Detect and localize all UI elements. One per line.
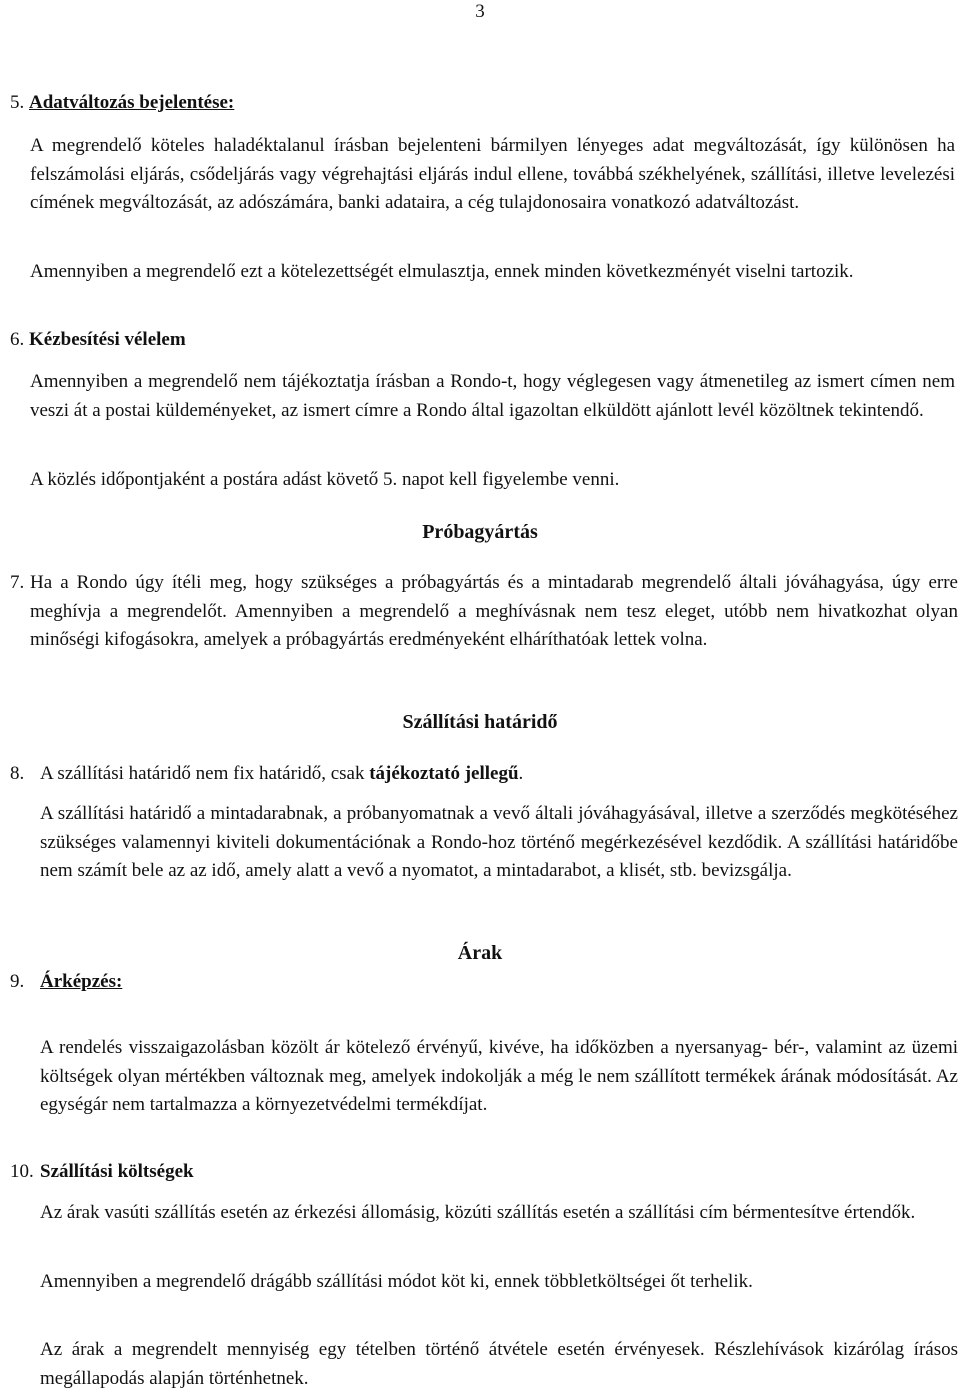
section-number: 5. — [10, 92, 25, 113]
section-8-lead-bold: tájékoztató jellegű — [369, 763, 519, 784]
section-7-text: Ha a Rondo úgy ítéli meg, hogy szükséges a próbagyártás és a mintadarab megrendelő általi jóváhagyása, úgy erre meghívja a megrendelőt. Amennyiben a megrendelő a meghívásnak nem tesz eleget, utóbb nem hivatkozhat olyan minőségi kifogásokra, amelyek a próbagyártás eredményeként elháríthatóak lettek volna. — [30, 572, 958, 651]
section-9-paragraph-1: A rendelés visszaigazolásban közölt ár kötelező érvényű, kivéve, ha időközben a nyersanyag- bér-, valamint az üzemi költségek olyan mértékben változnak meg, amelyek indokolják a még le nem szállított termékek árának módosítását. Az egységár nem tartalmazza a környezetvédelmi termékdíjat. — [40, 1037, 958, 1116]
heading-probagyartas: Próbagyártás — [422, 521, 538, 543]
section-6-paragraph-2: A közlés időpontjaként a postára adást követő 5. napot kell figyelembe venni. — [30, 469, 620, 490]
section-number: 9. — [10, 971, 25, 992]
section-number: 7. — [10, 572, 25, 593]
section-5-paragraph-1: A megrendelő köteles haladéktalanul írásban bejelenteni bármilyen lényeges adat megváltozását, így különösen ha felszámolási eljárás, csődeljárás vagy végrehajtási eljárás indul ellene, továbbá székhelyének, szállítási, illetve levelezési címének megváltozását, az adószámára, banki adataira, a cég tulajdonosaira vonatkozó adatváltozást. — [30, 135, 955, 214]
section-10-paragraph-1: Az árak vasúti szállítás esetén az érkezési állomásig, közúti szállítás esetén a szállítási cím bérmentesítve értendők. — [40, 1202, 916, 1223]
section-8-lead — [10, 760, 955, 789]
section-10-heading — [10, 1158, 955, 1187]
section-number: 6. — [10, 329, 25, 350]
section-5-heading — [10, 89, 955, 118]
section-title: Szállítási költségek — [40, 1161, 194, 1182]
section-number: 10. — [10, 1161, 34, 1182]
section-10-paragraph-2: Amennyiben a megrendelő drágább szállítási módot köt ki, ennek többletköltségei őt terhelik. — [40, 1271, 753, 1292]
section-5-paragraph-2: Amennyiben a megrendelő ezt a kötelezettségét elmulasztja, ennek minden következményét viselni tartozik. — [30, 261, 854, 282]
heading-arak: Árak — [457, 942, 503, 964]
heading-szallitasi-hatarido: Szállítási határidő — [402, 711, 558, 733]
section-number: 8. — [10, 763, 25, 784]
section-title: Árképzés: — [40, 971, 123, 992]
section-8-lead-text: A szállítási határidő nem fix határidő, csak — [40, 763, 370, 784]
page-number: 3 — [475, 1, 485, 22]
section-6-paragraph-1: Amennyiben a megrendelő nem tájékoztatja írásban a Rondo-t, hogy véglegesen vagy átmenetileg az ismert címen nem veszi át a postai küldeményeket, az ismert címre a Rondo által igazoltan elküldött ajánlott levél közöltnek tekintendő. — [30, 371, 955, 421]
section-8-lead-end: . — [518, 763, 524, 784]
section-title: Adatváltozás bejelentése: — [29, 92, 235, 113]
section-10-paragraph-3: Az árak a megrendelt mennyiség egy tételben történő átvétele esetén érvényesek. Részlehívások kizárólag írásos megállapodás alapján történhetnek. — [40, 1339, 958, 1389]
section-8-paragraph-1: A szállítási határidő a mintadarabnak, a próbanyomatnak a vevő általi jóváhagyásával, illetve a szerződés megkötéséhez szükséges valamennyi kiviteli dokumentációnak a Rondo-hoz történő megérkezésével kezdődik. A szállítási határidőbe nem számít bele az az idő, amely alatt a vevő a nyomatot, a mintadarabot, a klisét, stb. bevizsgálja. — [40, 803, 958, 882]
section-title: Kézbesítési vélelem — [29, 329, 186, 350]
section-9-heading — [10, 968, 955, 997]
section-6-heading — [10, 326, 955, 355]
section-7-block — [10, 569, 958, 655]
